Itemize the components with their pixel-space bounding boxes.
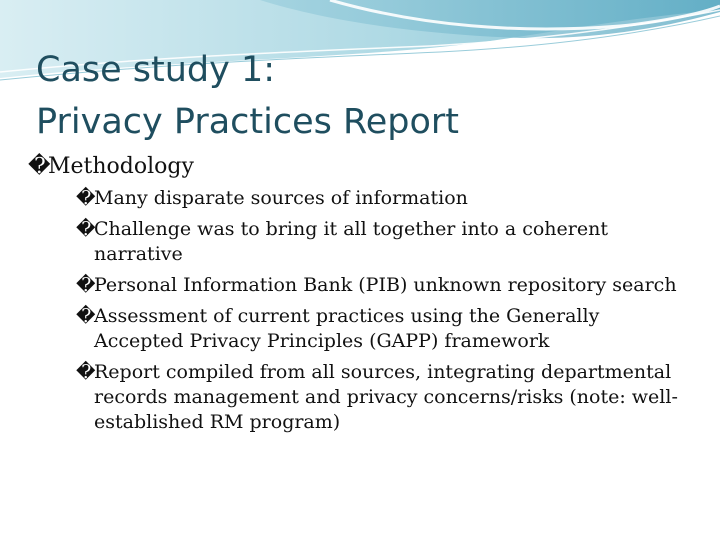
- sub-bullet-text: Many disparate sources of information: [94, 187, 468, 209]
- main-bullet-item: [28, 152, 688, 182]
- sub-bullet-item: [28, 304, 688, 354]
- sub-bullet-text: Challenge was to bring it all together into a coherent narrative: [94, 218, 608, 265]
- sub-bullet-item: [28, 217, 688, 267]
- sub-bullet-item: [28, 360, 688, 435]
- main-bullet-text: Methodology: [48, 154, 194, 179]
- bullet-glyph: �: [28, 154, 51, 179]
- sub-bullet-item: [28, 273, 688, 298]
- slide-title: [36, 44, 459, 148]
- bullet-glyph: �: [76, 361, 96, 383]
- bullet-glyph: �: [76, 187, 96, 209]
- slide-body: [28, 152, 688, 441]
- bullet-glyph: �: [76, 274, 96, 296]
- sub-bullet-text: Report compiled from all sources, integrating departmental records management and privacy concerns/risks (note: well-established RM program): [94, 361, 678, 433]
- bullet-glyph: �: [76, 218, 96, 240]
- slide-title-line-1: Case study 1:: [36, 50, 276, 90]
- slide-title-line-2: Privacy Practices Report: [36, 102, 460, 142]
- sub-bullet-item: [28, 186, 688, 211]
- bullet-glyph: �: [76, 305, 96, 327]
- sub-bullet-text: Assessment of current practices using the Generally Accepted Privacy Principles (GAPP) framework: [94, 305, 600, 352]
- sub-bullet-text: Personal Information Bank (PIB) unknown repository search: [94, 274, 677, 296]
